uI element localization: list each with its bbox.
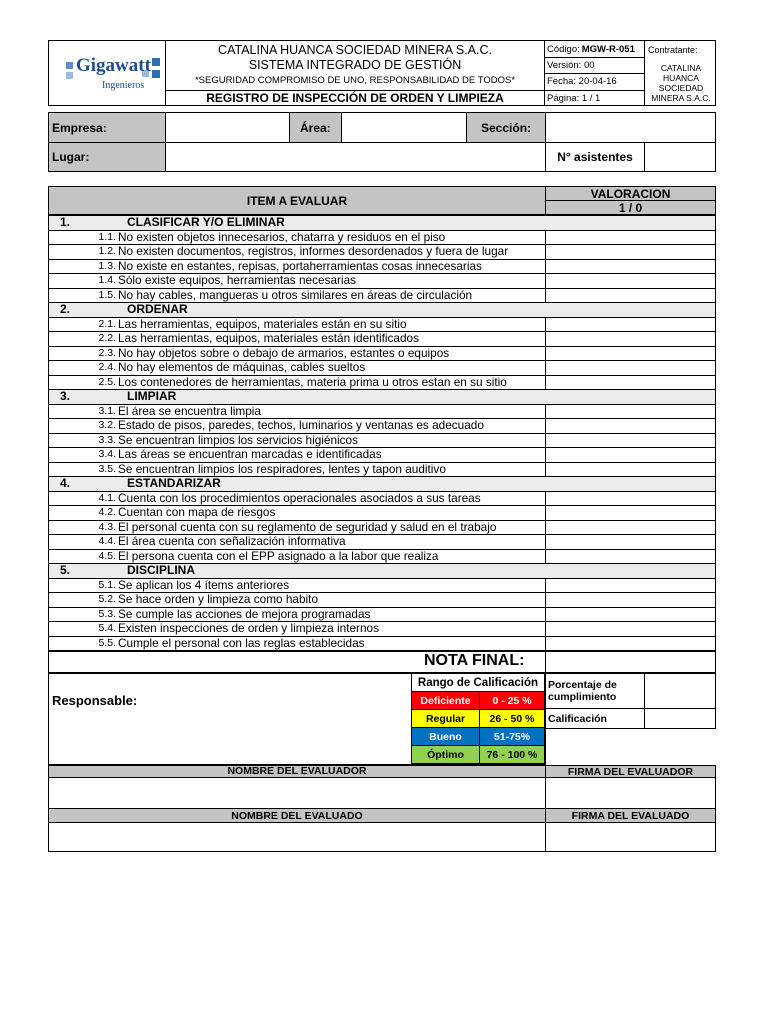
section-number: 5. bbox=[60, 563, 71, 577]
item-text: El personal cuenta con su reglamento de seguridad y salud en el trabajo bbox=[118, 519, 497, 534]
porcentaje-label: Porcentaje de cumplimiento bbox=[545, 673, 645, 709]
asistentes-field[interactable] bbox=[644, 142, 716, 172]
rango-title: Rango de Calificación bbox=[411, 673, 545, 692]
item-text: Se hace orden y limpieza como habito bbox=[118, 592, 319, 606]
item-number: 4.3. bbox=[98, 520, 116, 533]
nombre-evaluador-header: NOMBRE DEL EVALUADOR bbox=[48, 765, 546, 778]
nota-final-label: NOTA FINAL: bbox=[424, 652, 525, 669]
nota-final-value[interactable] bbox=[545, 651, 716, 673]
valoracion-sub: 1 / 0 bbox=[545, 200, 716, 215]
valoracion-cell[interactable] bbox=[545, 549, 716, 565]
logo-square-2 bbox=[66, 72, 73, 79]
section-title: CLASIFICAR Y/O ELIMINAR bbox=[127, 215, 285, 229]
item-text: Se aplican los 4 ítems anteriores bbox=[118, 577, 290, 592]
rango-label: Bueno bbox=[411, 727, 480, 746]
valoracion-cell[interactable] bbox=[545, 317, 716, 333]
code-label: Código: bbox=[547, 43, 580, 55]
item-text: Cuentan con mapa de riesgos bbox=[118, 505, 276, 519]
valoracion-cell[interactable] bbox=[545, 259, 716, 275]
item-text: No hay objetos sobre o debajo de armarios, estantes o equipos bbox=[118, 345, 450, 360]
valoracion-cell[interactable] bbox=[545, 418, 716, 434]
item-number: 4.4. bbox=[98, 535, 116, 547]
item-number: 3.3. bbox=[98, 433, 116, 446]
motto: *SEGURIDAD COMPROMISO DE UNO, RESPONSABILIDAD DE TODOS* bbox=[194, 75, 516, 86]
logo-square-4 bbox=[152, 70, 160, 78]
page-number: Página: 1 / 1 bbox=[547, 92, 601, 104]
code-value: MGW-R-051 bbox=[581, 43, 635, 55]
logo bbox=[52, 44, 162, 102]
lugar-field[interactable] bbox=[165, 142, 546, 172]
logo-square-1 bbox=[66, 62, 73, 69]
item-text: No hay cables, mangueras u otros similares en áreas de circulación bbox=[118, 287, 473, 302]
logo-sub: Ingenieros bbox=[102, 80, 145, 91]
item-text: El área cuenta con señalización informativa bbox=[118, 534, 346, 548]
item-number: 5.2. bbox=[98, 593, 116, 605]
item-text: El área se encuentra limpia bbox=[118, 403, 261, 418]
section-title: DISCIPLINA bbox=[127, 563, 196, 577]
rango-range: 76 - 100 % bbox=[479, 745, 545, 764]
item-number: 1.1. bbox=[98, 230, 116, 243]
valoracion-cell[interactable] bbox=[545, 230, 716, 246]
item-number: 4.5. bbox=[98, 549, 116, 562]
area-label: Área: bbox=[289, 112, 342, 143]
valoracion-cell[interactable] bbox=[545, 636, 716, 652]
form-title: REGISTRO DE INSPECCIÓN DE ORDEN Y LIMPIEZA bbox=[206, 91, 504, 105]
rango-range: 26 - 50 % bbox=[479, 709, 545, 728]
firma-evaluado-header: FIRMA DEL EVALUADO bbox=[545, 808, 716, 823]
item-text: Existen inspecciones de orden y limpieza internos bbox=[118, 621, 379, 635]
firma-evaluado-field[interactable] bbox=[545, 822, 716, 852]
section-title: ESTANDARIZAR bbox=[127, 476, 221, 490]
contractor-value: CATALINA HUANCA SOCIEDAD MINERA S.A.C. bbox=[651, 63, 711, 103]
item-text: El persona cuenta con el EPP asignado a la labor que realiza bbox=[118, 548, 439, 563]
rango-range: 0 - 25 % bbox=[479, 691, 545, 710]
system-name: SISTEMA INTEGRADO DE GESTIÓN bbox=[248, 58, 462, 72]
rango-label: Óptimo bbox=[411, 745, 480, 764]
valoracion-cell[interactable] bbox=[545, 534, 716, 550]
valoracion-cell[interactable] bbox=[545, 273, 716, 289]
nombre-evaluador-field[interactable] bbox=[48, 777, 546, 809]
nombre-evaluado-field[interactable] bbox=[48, 822, 546, 852]
valoracion-cell[interactable] bbox=[545, 404, 716, 420]
item-number: 5.3. bbox=[98, 607, 116, 620]
firma-evaluador-header: FIRMA DEL EVALUADOR bbox=[545, 765, 716, 778]
valoracion-cell[interactable] bbox=[545, 375, 716, 391]
item-text: No existen documentos, registros, informes desordenados y fuera de lugar bbox=[118, 244, 509, 258]
valoracion-cell[interactable] bbox=[545, 578, 716, 594]
section-title: ORDENAR bbox=[127, 302, 188, 316]
valoracion-cell[interactable] bbox=[545, 621, 716, 637]
item-number: 2.5. bbox=[98, 375, 116, 388]
valoracion-cell[interactable] bbox=[545, 433, 716, 449]
valoracion-cell[interactable] bbox=[545, 505, 716, 521]
valoracion-cell[interactable] bbox=[545, 244, 716, 260]
lugar-label: Lugar: bbox=[48, 142, 166, 172]
item-text: Estado de pisos, paredes, techos, luminarios y ventanas es adecuado bbox=[118, 418, 484, 432]
item-number: 3.5. bbox=[98, 462, 116, 475]
area-field[interactable] bbox=[341, 112, 467, 143]
item-number: 4.2. bbox=[98, 506, 116, 518]
valoracion-cell[interactable] bbox=[545, 346, 716, 362]
item-number: 2.4. bbox=[98, 361, 116, 373]
item-number: 2.2. bbox=[98, 332, 116, 344]
item-number: 2.1. bbox=[98, 317, 116, 330]
valoracion-cell[interactable] bbox=[545, 520, 716, 536]
firma-evaluador-field[interactable] bbox=[545, 777, 716, 809]
empresa-field[interactable] bbox=[165, 112, 290, 143]
item-text: Sólo existe equipos, herramientas necesarias bbox=[118, 273, 357, 287]
item-number: 2.3. bbox=[98, 346, 116, 359]
valoracion-cell[interactable] bbox=[545, 607, 716, 623]
valoracion-cell[interactable] bbox=[545, 447, 716, 463]
item-text: No existen objetos innecesarios, chatarra y residuos en el piso bbox=[118, 229, 446, 244]
valoracion-cell[interactable] bbox=[545, 592, 716, 608]
item-number: 1.5. bbox=[98, 288, 116, 301]
calificacion-label: Calificación bbox=[545, 708, 645, 729]
rango-range: 51-75% bbox=[479, 727, 545, 746]
company-name: CATALINA HUANCA SOCIEDAD MINERA S.A.C. bbox=[218, 43, 492, 57]
item-text: Los contenedores de herramientas, materia prima u otros estan en su sitio bbox=[118, 374, 507, 389]
item-number: 4.1. bbox=[98, 491, 116, 504]
valoracion-cell[interactable] bbox=[545, 360, 716, 376]
valoracion-cell[interactable] bbox=[545, 288, 716, 304]
item-number: 1.4. bbox=[98, 274, 116, 286]
item-text: Se cumple las acciones de mejora programadas bbox=[118, 606, 371, 621]
section-number: 2. bbox=[60, 302, 71, 316]
empresa-label: Empresa: bbox=[48, 112, 166, 143]
item-text: Las herramientas, equipos, materiales están identificados bbox=[118, 331, 419, 345]
item-text: Se encuentran limpios los servicios higiénicos bbox=[118, 432, 358, 447]
calificacion-value[interactable] bbox=[644, 708, 716, 729]
rango-label: Regular bbox=[411, 709, 480, 728]
item-text: Se encuentran limpios los respiradores, lentes y tapon auditivo bbox=[118, 461, 446, 476]
item-number: 5.5. bbox=[98, 636, 116, 649]
contractor-label: Contratante: bbox=[648, 45, 698, 55]
asistentes-label: N° asistentes bbox=[545, 142, 645, 172]
item-number: 3.4. bbox=[98, 448, 116, 460]
item-number: 1.2. bbox=[98, 245, 116, 257]
rango-label: Deficiente bbox=[411, 691, 480, 710]
version: Versión: 00 bbox=[547, 59, 595, 71]
item-number: 1.3. bbox=[98, 259, 116, 272]
nombre-evaluado-header: NOMBRE DEL EVALUADO bbox=[48, 808, 546, 823]
date: Fecha: 20-04-16 bbox=[547, 76, 617, 87]
item-header: ITEM A EVALUAR bbox=[48, 186, 546, 215]
item-number: 3.1. bbox=[98, 404, 116, 417]
section-number: 3. bbox=[60, 389, 71, 403]
valoracion-cell[interactable] bbox=[545, 462, 716, 478]
seccion-field[interactable] bbox=[545, 112, 716, 143]
item-text: Las herramientas, equipos, materiales están en su sitio bbox=[118, 316, 407, 331]
item-text: Cuenta con los procedimientos operacionales asociados a sus tareas bbox=[118, 490, 481, 505]
section-number: 1. bbox=[60, 215, 71, 229]
code bbox=[547, 41, 643, 57]
item-text: Cumple el personal con las reglas establecidas bbox=[118, 635, 365, 650]
seccion-label: Sección: bbox=[466, 112, 546, 143]
responsable-label: Responsable: bbox=[52, 693, 138, 708]
item-number: 5.4. bbox=[98, 622, 116, 634]
item-text: No existe en estantes, repisas, portaherramientas cosas innecesarias bbox=[118, 258, 482, 273]
section-number: 4. bbox=[60, 476, 71, 490]
logo-brand: Gigawatt bbox=[76, 55, 151, 76]
item-number: 5.1. bbox=[98, 578, 116, 591]
valoracion-cell[interactable] bbox=[545, 491, 716, 507]
valoracion-cell[interactable] bbox=[545, 331, 716, 347]
section-title: LIMPIAR bbox=[127, 389, 177, 403]
item-text: Las áreas se encuentran marcadas e identificadas bbox=[118, 447, 382, 461]
porcentaje-value[interactable] bbox=[644, 673, 716, 709]
item-text: No hay elementos de máquinas, cables sueltos bbox=[118, 360, 366, 374]
item-number: 3.2. bbox=[98, 419, 116, 431]
valoracion-header: VALORACION bbox=[545, 186, 716, 201]
logo-square-3 bbox=[152, 58, 160, 66]
